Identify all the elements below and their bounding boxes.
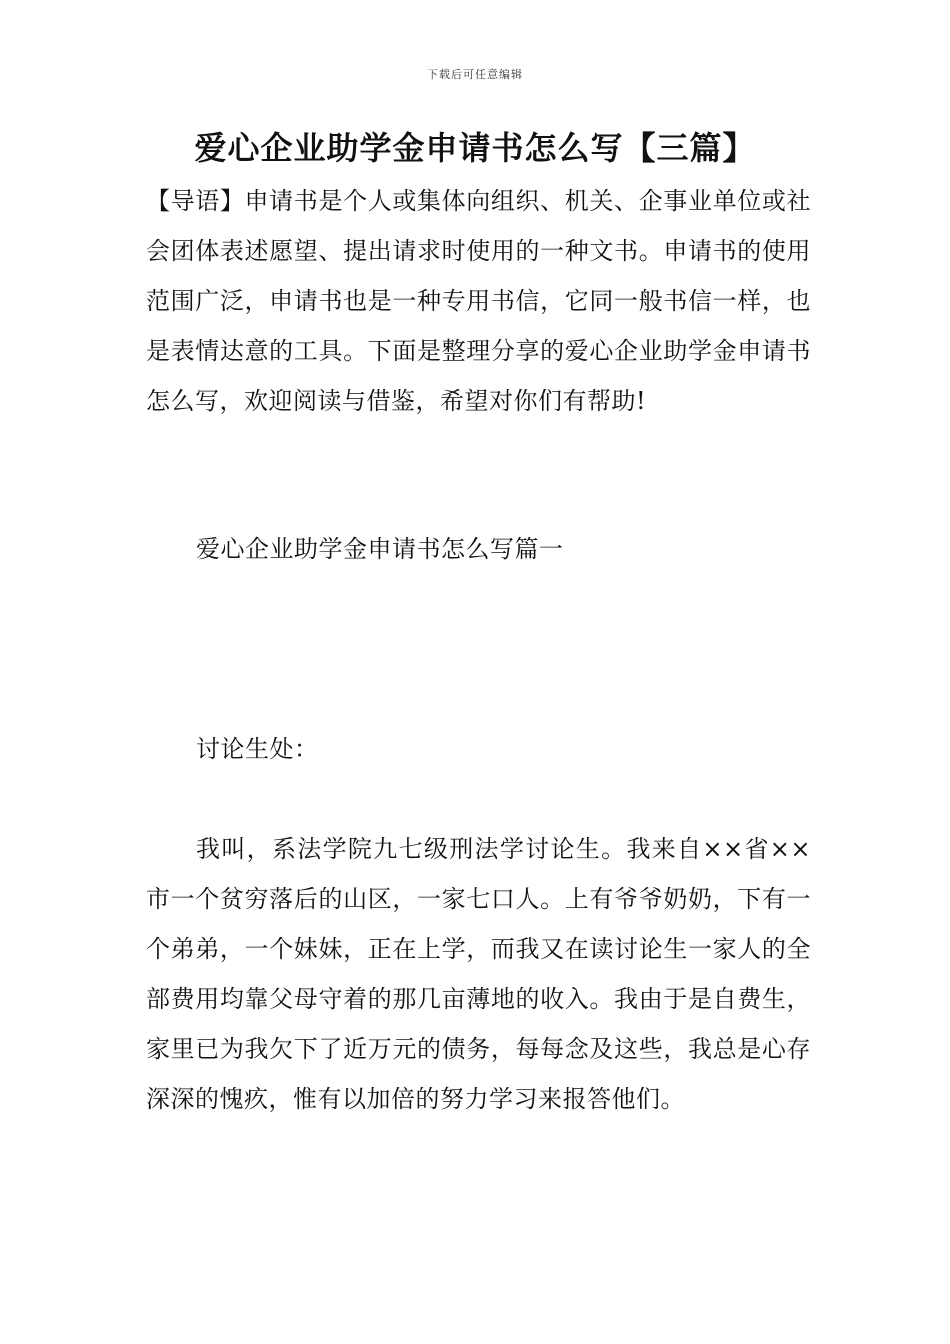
body-paragraph: 我叫，系法学院九七级刑法学讨论生。我来自××省××市一个贫穷落后的山区，一家七口人。上有爷爷奶奶，下有一个弟弟，一个妹妹，正在上学，而我又在读讨论生一家人的全部费用均靠父母守着的那几亩薄地的收入。我由于是自费生，家里已为我欠下了近万元的债务，每每念及这些，我总是心存深深的愧疚，惟有以加倍的努力学习来报答他们。 xyxy=(146,835,811,1113)
section-heading: 爱心企业助学金申请书怎么写篇一 xyxy=(196,535,564,563)
page-header-note: 下载后可任意编辑 xyxy=(427,68,523,81)
document-title: 爱心企业助学金申请书怎么写【三篇】 xyxy=(194,129,756,167)
letter-salutation: 讨论生处： xyxy=(196,735,319,763)
intro-paragraph: 【导语】申请书是个人或集体向组织、机关、企事业单位或社会团体表述愿望、提出请求时使用的一种文书。申请书的使用范围广泛，申请书也是一种专用书信，它同一般书信一样，也是表情达意的工具。下面是整理分享的爱心企业助学金申请书怎么写，欢迎阅读与借鉴，希望对你们有帮助! xyxy=(146,187,811,415)
